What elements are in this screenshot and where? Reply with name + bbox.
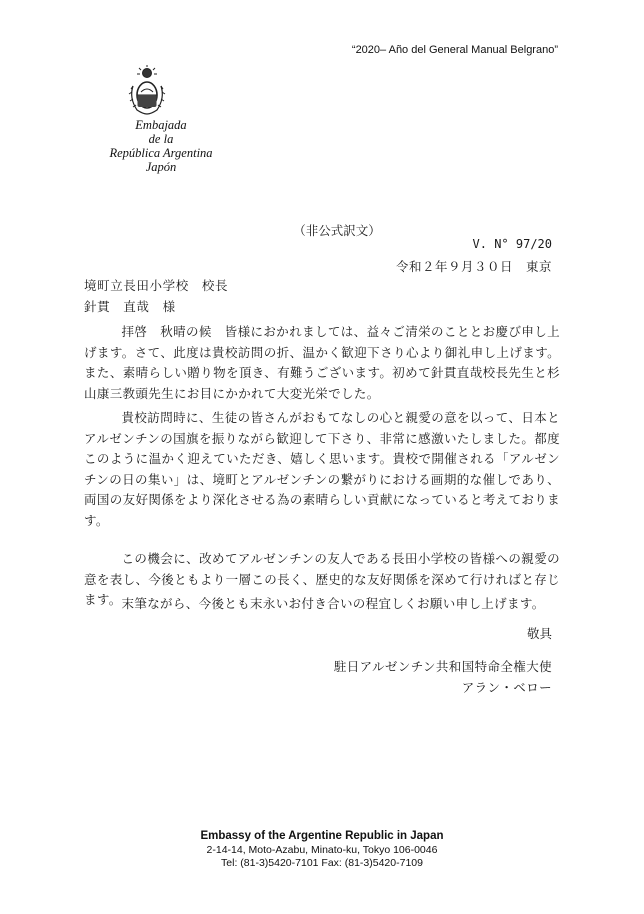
embassy-name [96, 118, 226, 174]
recipient-school: 境町立長田小学校 校長 [84, 278, 229, 293]
footer-address: 2-14-14, Moto-Azabu, Minato-ku, Tokyo 106-0046 [206, 844, 438, 856]
footer [0, 829, 644, 870]
letter-paragraph: 貴校訪問時に、生徒の皆さんがおもてなしの心と親愛の意を以って、日本とアルゼンチンの国旗を振りながら歓迎して下さり、非常に感激いたしました。都度このように温かく迎えていただき、嬉しく思います。貴校で開催される「アルゼンチンの日の集い」は、境町とアルゼンチンの繋がりにおける画期的な催しであり、両国の友好関係をより深化させる為の素晴らしい貢献になっていると考えております。 [84, 410, 560, 528]
letter-paragraph: 末筆ながら、今後とも末永いお付き合いの程宜しくお願い申し上げます。 [121, 596, 545, 611]
date-place: 令和２年９月３０日 東京 [395, 259, 552, 274]
closing-salutation: 敬具 [526, 626, 552, 641]
embassy-name-line: Embajada [135, 118, 187, 132]
letter-paragraph: この機会に、改めてアルゼンチンの友人である長田小学校の皆様への親愛の意を表し、今後ともより一層この長く、歴史的な友好関係を深めて行ければと存じます。 [84, 551, 560, 607]
embassy-name-line: de la [148, 132, 174, 146]
embassy-name-line: Japón [145, 160, 177, 174]
footer-embassy-name: Embassy of the Argentine Republic in Japan [200, 830, 444, 842]
recipient-name: 針貫 直哉 様 [84, 299, 176, 314]
letter-paragraph: 拝啓 秋晴の候 皆様におかれましては、益々ご清栄のこととお慶び申し上げます。さて、此度は貴校訪問の折、温かく歓迎下さり心より御礼申し上げます。また、素晴らしい贈り物を頂き、有難うございます。初めて針貫直哉校長先生と杉山康三教頭先生にお目にかかれて大変光栄でした。 [84, 324, 560, 401]
signer-name: アラン・ベロー [461, 680, 552, 695]
footer-contact: Tel: (81-3)5420-7101 Fax: (81-3)5420-7109 [221, 857, 423, 869]
year-motto: “2020– Año del General Manual Belgrano” [351, 44, 558, 56]
unofficial-translation-label: （非公式訳文） [293, 223, 381, 238]
reference-number: V. N° 97/20 [472, 237, 552, 251]
argentine-coat-of-arms-icon [125, 64, 169, 116]
embassy-name-line: República Argentina [109, 146, 213, 160]
signer-title: 駐日アルゼンチン共和国特命全権大使 [333, 659, 552, 674]
